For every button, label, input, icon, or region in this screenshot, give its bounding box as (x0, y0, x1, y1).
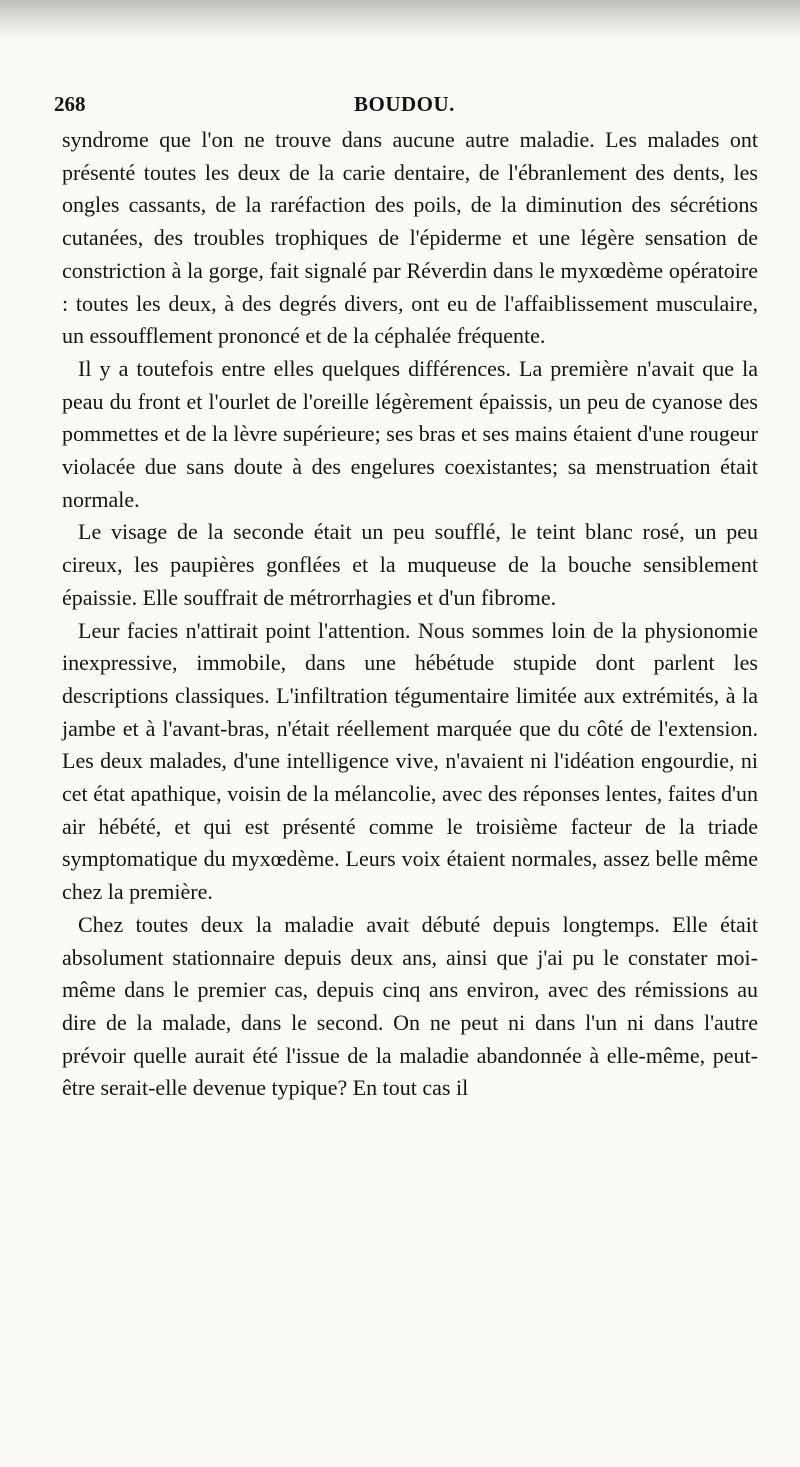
running-head (54, 92, 758, 124)
paragraph-4: Leur facies n'attirait point l'attention. Nous sommes loin de la physionomie inexpressive, immobile, dans une hébétude stupide dont parlent les descriptions classiques. L'infiltration tégumentaire limitée aux extrémités, à la jambe et à l'avant-bras, n'était réellement marquée que du côté de l'extension. Les deux malades, d'une intelligence vive, n'avaient ni l'idéation engourdie, ni cet état apathique, voisin de la mélancolie, avec des réponses lentes, faites d'un air hébété, et qui est présenté comme le troisième facteur de la triade symptomatique du myxœdème. Leurs voix étaient normales, assez belle même chez la première. (62, 617, 758, 905)
paragraph-1: syndrome que l'on ne trouve dans aucune autre maladie. Les malades ont présenté toutes les deux de la carie dentaire, de l'ébranlement des dents, les ongles cassants, de la raréfaction des poils, de la diminution des sécrétions cutanées, des troubles trophiques de l'épiderme et une légère sensation de constriction à la gorge, fait signalé par Réverdin dans le myxœdème opératoire : toutes les deux, à des degrés divers, ont eu de l'affaiblissement musculaire, un essoufflement prononcé et de la céphalée fréquente. (62, 127, 758, 349)
page-number: 268 (54, 92, 86, 116)
book-page (54, 92, 758, 1105)
paragraph-3: Le visage de la seconde était un peu soufflé, le teint blanc rosé, un peu cireux, les paupières gonflées et la muqueuse de la bouche sensiblement épaissie. Elle souffrait de métrorrhagies et d'un fibrome. (62, 519, 758, 610)
paragraph-5: Chez toutes deux la maladie avait débuté depuis longtemps. Elle était absolument stationnaire depuis deux ans, ainsi que j'ai pu le constater moi-même dans le premier cas, depuis cinq ans environ, avec des rémissions au dire de la malade, dans le second. On ne peut ni dans l'un ni dans l'autre prévoir quelle aurait été l'issue de la maladie abandonnée à elle-même, peut-être serait-elle devenue typique? En tout cas il (62, 911, 758, 1101)
running-title: BOUDOU. (354, 92, 455, 116)
body-text (62, 124, 758, 1105)
page-edge-shadow (0, 0, 800, 40)
paragraph-2: Il y a toutefois entre elles quelques différences. La première n'avait que la peau du front et l'ourlet de l'oreille légèrement épaissis, un peu de cyanose des pommettes et de la lèvre supérieure; ses bras et ses mains étaient d'une rougeur violacée due sans doute à des engelures coexistantes; sa menstruation était normale. (62, 355, 758, 512)
